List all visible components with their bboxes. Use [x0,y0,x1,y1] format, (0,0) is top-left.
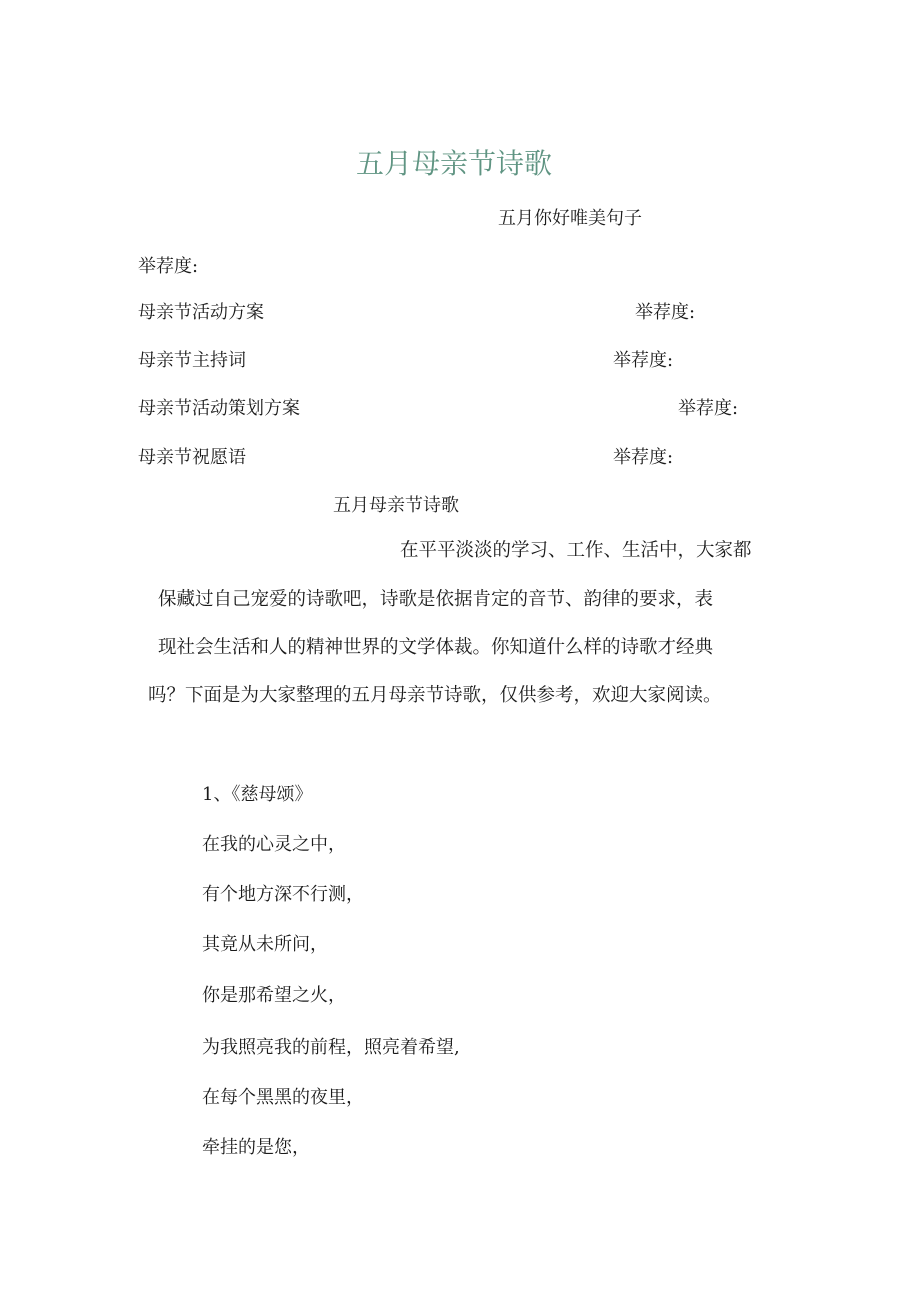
poem-line: 其竟从未所问， [202,934,328,955]
related-rating-label: 举荐度: [613,350,674,371]
intro-line: 现社会生活和人的精神世界的文学体裁。你知道什么样的诗歌才经典 [158,637,714,658]
recommend-label: 举荐度: [138,256,199,277]
related-rating-label: 举荐度: [613,447,674,468]
related-link-planning[interactable]: 母亲节活动策划方案 [138,398,300,419]
section-heading: 五月母亲节诗歌 [333,495,459,516]
subtitle: 五月你好唯美句子 [498,208,642,229]
intro-line: 保藏过自己宠爱的诗歌吧，诗歌是依据肯定的音节、韵律的要求，表 [158,589,714,610]
related-link-wishes[interactable]: 母亲节祝愿语 [138,447,246,468]
poem-heading: 1、《慈母颂》 [202,784,313,805]
related-link-host-script[interactable]: 母亲节主持词 [138,350,246,371]
page-title: 五月母亲节诗歌 [355,147,552,180]
poem-line: 为我照亮我的前程，照亮着希望, [202,1037,460,1058]
poem-line: 你是那希望之火， [202,985,346,1006]
intro-line: 在平平淡淡的学习、工作、生活中，大家都 [400,540,752,561]
poem-line: 牵挂的是您， [202,1137,310,1158]
poem-line: 有个地方深不行测， [202,884,364,905]
poem-line: 在每个黑黑的夜里， [202,1087,364,1108]
related-rating-label: 举荐度: [678,398,739,419]
related-rating-label: 举荐度: [635,302,696,323]
poem-line: 在我的心灵之中， [202,834,346,855]
related-link-activity-plan[interactable]: 母亲节活动方案 [138,302,264,323]
intro-line: 吗？下面是为大家整理的五月母亲节诗歌，仅供参考，欢迎大家阅读。 [148,685,722,706]
